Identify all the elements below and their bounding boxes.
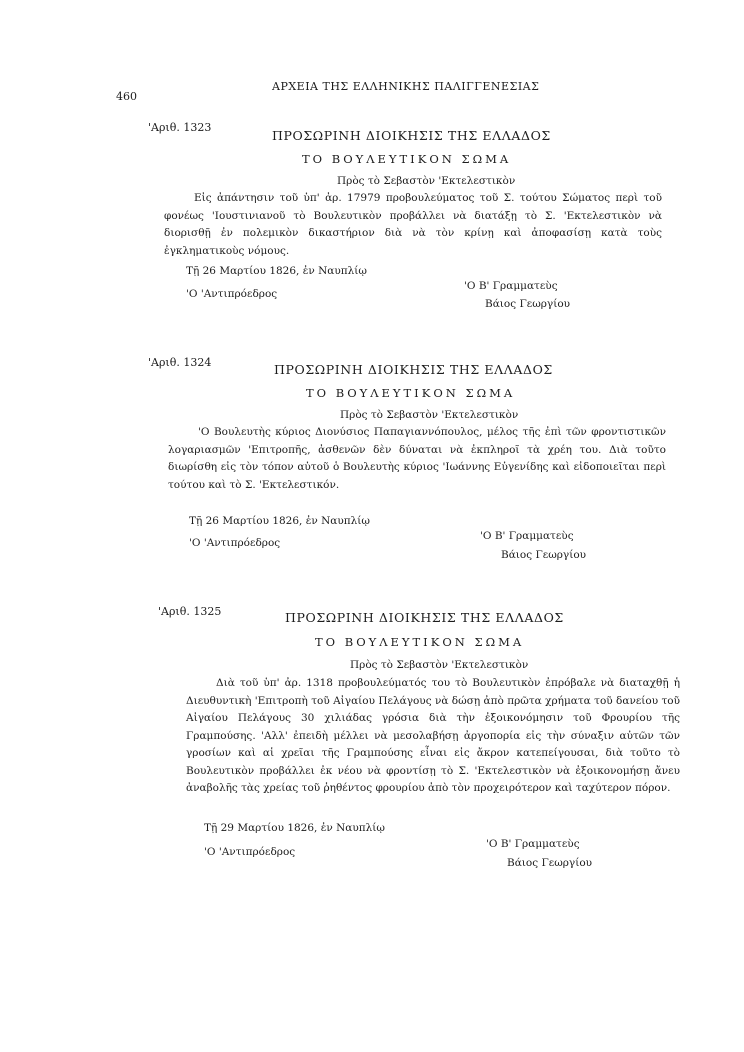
document-body: 'Ο Βουλευτὴς κύριος Διονύσιος Παπαγιαννόπουλος, μέλος τῆς ἐπὶ τῶν φροντιστικῶν λογαριασμῶν 'Επιτροπῆς, ἀσθενῶν δὲν δύναται νὰ ἐκπληροῖ τὰ χρέη του. Διὰ τοῦτο διωρίσθη εἰς τὸν τόπον αὐτοῦ ὁ Βουλευτὴς κύριος 'Ιωάννης Εὐγενίδης καὶ εἰδοποιεῖται περὶ τούτου καὶ τὸ Σ. 'Εκτελεστικόν.	[168, 426, 666, 491]
document-subheading: ΤΟ ΒΟΥΛΕΥΤΙΚΟΝ ΣΩΜΑ	[315, 635, 525, 649]
secretary-title: 'Ο Β' Γραμματεὺς	[480, 530, 574, 542]
document-body: Εἰς ἀπάντησιν τοῦ ὑπ' ἀρ. 17979 προβουλεύματος τοῦ Σ. τούτου Σώματος περὶ τοῦ φονέως 'Ιουστινιανοῦ τὸ Βουλευτικὸν προβάλλει νὰ διατάξῃ τὸ Σ. 'Εκτελεστικὸν νὰ διορισθῇ ἐν πολεμικὸν δικαστήριον διὰ νὰ τὸν κρίνῃ καὶ ἀποφασίσῃ κατὰ τοὺς ἐγκληματικοὺς νόμους.	[164, 192, 662, 257]
vice-president-signature: 'Ο 'Αντιπρόεδρος	[189, 537, 281, 549]
document-heading: ΠΡΟΣΩΡΙΝΗ ΔΙΟΙΚΗΣΙΣ ΤΗΣ ΕΛΛΑΔΟΣ	[272, 128, 551, 143]
secretary-title: 'Ο Β' Γραμματεὺς	[464, 280, 558, 292]
document-date: Τῇ 26 Μαρτίου 1826, ἐν Ναυπλίῳ	[186, 265, 367, 277]
document-number: 'Αριθ. 1323	[148, 121, 212, 134]
document-addressee: Πρὸς τὸ Σεβαστὸν 'Εκτελεστικὸν	[350, 659, 529, 671]
document-body: Διὰ τοῦ ὑπ' ἀρ. 1318 προβουλεύματός του τὸ Βουλευτικὸν ἐπρόβαλε νὰ διαταχθῇ ἡ Διευθυντικὴ 'Επιτροπὴ τοῦ Αἰγαίου Πελάγους νὰ δώσῃ ἀπὸ πρῶτα χρήματα τοῦ δανείου τοῦ Αἰγαίου Πελάγους 30 χιλιάδας γρόσια διὰ τὴν ἐξοικονόμησιν τοῦ Φρουρίου τῆς Γραμπούσης. 'Αλλ' ἐπειδὴ μέλλει νὰ μεσολαβήσῃ ἀργοπορία εἰς τὴν σύναξιν αὐτῶν τῶν γροσίων καὶ αἱ χρεῖαι τῆς Γραμπούσης εἶναι εἰς ἄκρον κατεπείγουσαι, διὰ τοῦτο τὸ Βουλευτικὸν προβάλλει ἐκ νέου νὰ φροντίσῃ τὸ Σ. 'Εκτελεστικὸν νὰ ἐξοικονομήσῃ ἄνευ ἀναβολῆς τὰς χρείας τοῦ ῥηθέντος φρουρίου ἀπὸ τὸν προχειρότερον καὶ ταχύτερον πόρον.	[186, 677, 680, 794]
vice-president-signature: 'Ο 'Αντιπρόεδρος	[186, 288, 278, 300]
secretary-title: 'Ο Β' Γραμματεὺς	[486, 838, 580, 850]
document-subheading: ΤΟ ΒΟΥΛΕΥΤΙΚΟΝ ΣΩΜΑ	[306, 386, 516, 400]
page-number: 460	[116, 90, 137, 103]
secretary-name: Βάιος Γεωργίου	[485, 298, 571, 310]
vice-president-signature: 'Ο 'Αντιπρόεδρος	[204, 846, 296, 858]
secretary-name: Βάιος Γεωργίου	[507, 857, 593, 869]
document-heading: ΠΡΟΣΩΡΙΝΗ ΔΙΟΙΚΗΣΙΣ ΤΗΣ ΕΛΛΑΔΟΣ	[274, 362, 553, 377]
document-date: Τῇ 29 Μαρτίου 1826, ἐν Ναυπλίῳ	[204, 822, 385, 834]
document-subheading: ΤΟ ΒΟΥΛΕΥΤΙΚΟΝ ΣΩΜΑ	[302, 152, 512, 166]
document-number: 'Αριθ. 1325	[158, 605, 222, 618]
document-addressee: Πρὸς τὸ Σεβαστὸν 'Εκτελεστικὸν	[337, 175, 516, 187]
running-title: ΑΡΧΕΙΑ ΤΗΣ ΕΛΛΗΝΙΚΗΣ ΠΑΛΙΓΓΕΝΕΣΙΑΣ	[272, 80, 540, 93]
secretary-name: Βάιος Γεωργίου	[501, 549, 587, 561]
document-number: 'Αριθ. 1324	[148, 356, 212, 369]
document-heading: ΠΡΟΣΩΡΙΝΗ ΔΙΟΙΚΗΣΙΣ ΤΗΣ ΕΛΛΑΔΟΣ	[285, 610, 564, 625]
document-addressee: Πρὸς τὸ Σεβαστὸν 'Εκτελεστικὸν	[340, 409, 519, 421]
document-date: Τῇ 26 Μαρτίου 1826, ἐν Ναυπλίῳ	[189, 515, 370, 527]
